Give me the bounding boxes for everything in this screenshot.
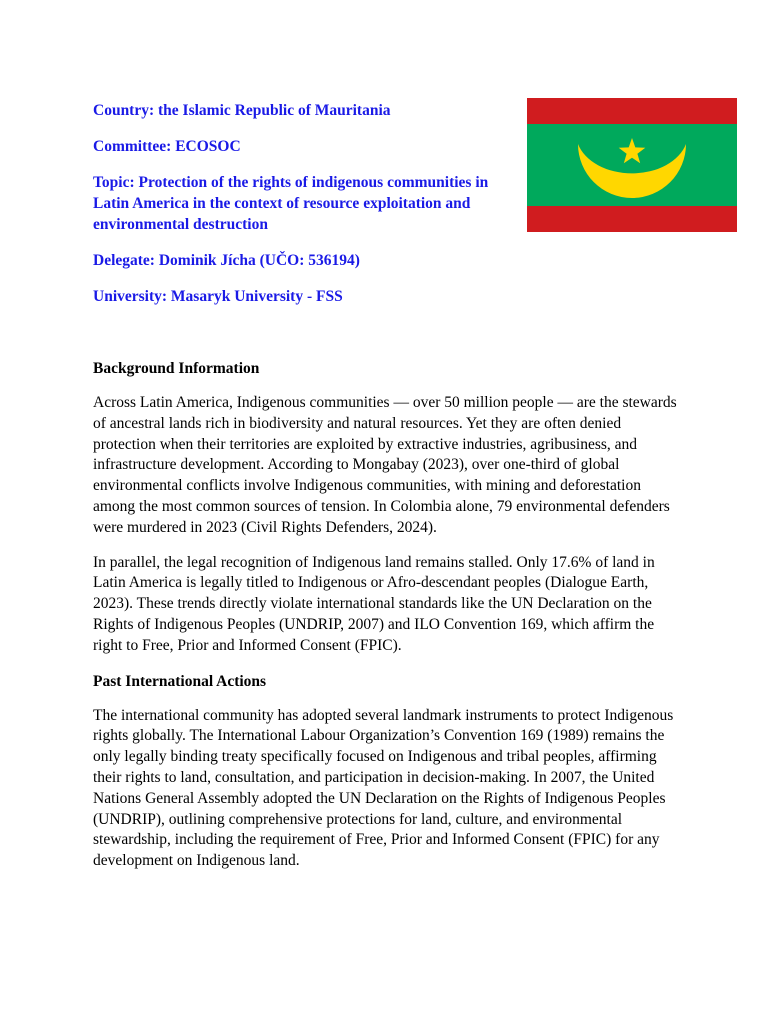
country-line: Country: the Islamic Republic of Mauritania <box>93 102 391 119</box>
document-body <box>93 358 678 886</box>
background-paragraph-1: Across Latin America, Indigenous communities — over 50 million people — are the stewards of ancestral lands rich in biodiversity and natural resources. Yet they are often denied protection when their territories are exploited by extractive industries, agribusiness, and infrastructure development. According to Mongabay (2023), over one-third of global environmental conflicts involve Indigenous communities, with mining and deforestation among the most common sources of tension. In Colombia alone, 79 environmental defenders were murdered in 2023 (Civil Rights Defenders, 2024). <box>93 394 677 536</box>
committee-line: Committee: ECOSOC <box>93 138 241 155</box>
past-actions-paragraph-1: The international community has adopted several landmark instruments to protect Indigenous rights globally. The International Labour Organization’s Convention 169 (1989) remains the only legally binding treaty specifically focused on Indigenous and tribal peoples, affirming their rights to land, consultation, and participation in decision-making. In 2007, the United Nations General Assembly adopted the UN Declaration on the Rights of Indigenous Peoples (UNDRIP), outlining comprehensive protections for land, culture, and environmental stewardship, including the requirement of Free, Prior and Informed Consent (FPIC) for any development on Indigenous land. <box>93 706 674 870</box>
background-paragraph-2: In parallel, the legal recognition of Indigenous land remains stalled. Only 17.6% of land in Latin America is legally titled to Indigenous or Afro-descendant peoples (Dialogue Earth, 2023). These trends directly violate international standards like the UN Declaration on the Rights of Indigenous Peoples (UNDRIP, 2007) and ILO Convention 169, which affirm the right to Free, Prior and Informed Consent (FPIC). <box>93 553 655 654</box>
university-line: University: Masaryk University - FSS <box>93 288 343 305</box>
section-title-past-actions: Past International Actions <box>93 672 267 690</box>
flag-bottom-red-stripe <box>527 206 737 232</box>
section-title-background: Background Information <box>93 360 260 377</box>
flag-top-red-stripe <box>527 98 737 124</box>
header-block <box>93 100 513 322</box>
topic-line: Topic: Protection of the rights of indigenous communities in Latin America in the context of resource exploitation and environmental destruction <box>93 174 489 233</box>
mauritania-flag-icon <box>527 98 737 232</box>
delegate-line: Delegate: Dominik Jícha (UČO: 536194) <box>93 252 360 269</box>
